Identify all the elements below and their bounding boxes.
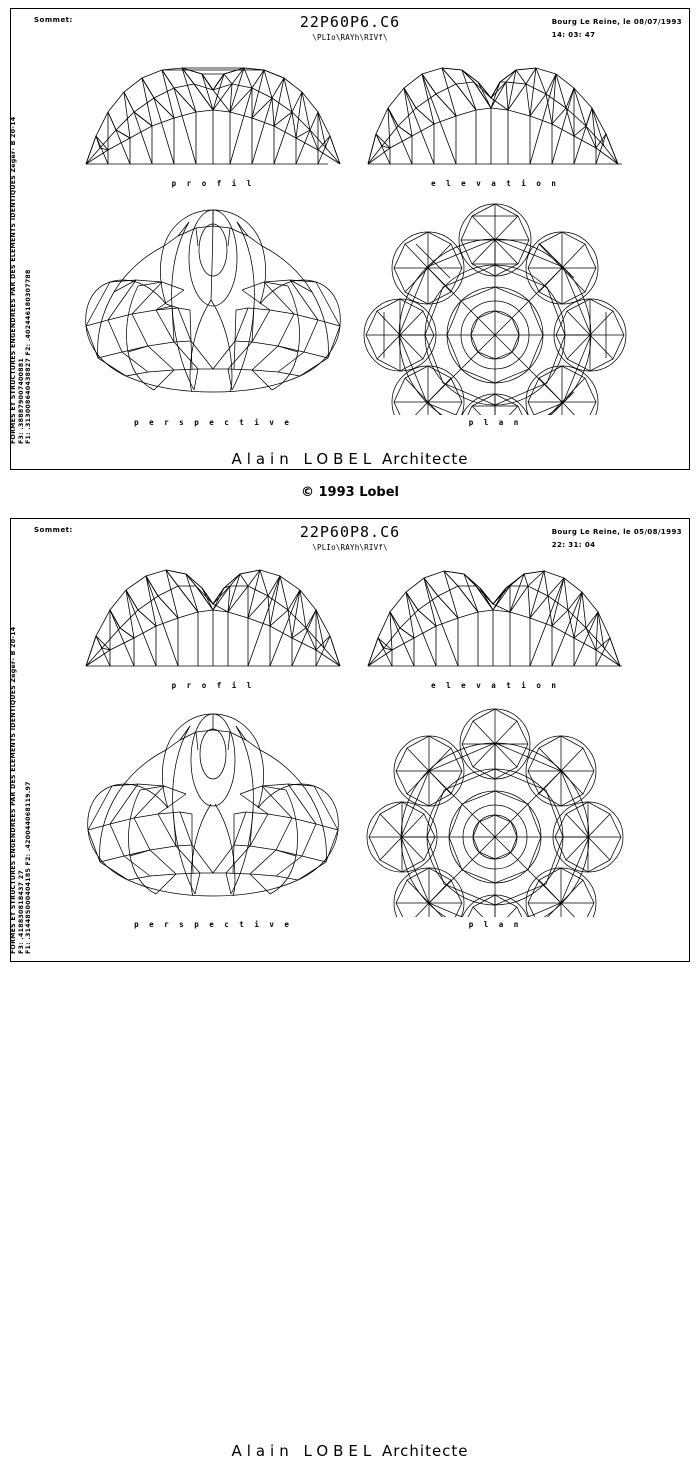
spine-line-1: FORMES ET STRUCTURES ENGENDREES PAR DES ELEMENTS IDENTIQUES Zeger- B 20-14	[10, 626, 17, 954]
spine-line-3: F1: .313008640438827 F2: .402446180307788	[25, 269, 32, 444]
view-caption-plan: p l a n	[468, 418, 522, 427]
signature-line-1	[0, 450, 700, 468]
spine-text-block	[0, 524, 32, 964]
view-plan	[360, 200, 630, 427]
view-caption-profil: p r o f i l	[171, 179, 255, 188]
file-path: \PLIo\RAYh\RIVf\	[312, 33, 388, 42]
spine-line-1: FORMES ET STRUCTURES ENGENDREES PAR DES ELEMENTS IDENTIQUES Zeger- B 20-14	[10, 116, 17, 444]
time: 14: 03: 47	[551, 31, 596, 40]
file-path: \PLIo\RAYh\RIVf\	[312, 543, 388, 552]
view-profil	[78, 548, 348, 690]
architect-name: Alain LOBEL	[231, 450, 377, 468]
copyright-notice: © 1993 Lobel	[300, 485, 400, 500]
sommet-label: Sommet:	[34, 526, 73, 534]
architect-role: Architecte	[382, 450, 469, 468]
architect-role: Architecte	[382, 1442, 469, 1460]
view-elevation	[360, 46, 630, 188]
time: 22: 31: 04	[551, 541, 596, 550]
view-caption-elevation: e l e v a t i o n	[431, 681, 559, 690]
file-id: 22P60P6.C6	[299, 13, 401, 31]
view-caption-elevation: e l e v a t i o n	[431, 179, 559, 188]
place-date: Bourg Le Reine, le 08/07/1993	[551, 18, 682, 26]
view-caption-perspective: p e r s p e c t i v e	[134, 418, 292, 427]
spine-text-block	[0, 14, 32, 454]
file-id: 22P60P8.C6	[299, 523, 401, 541]
spine-line-2: F3: .418830818437 27	[18, 870, 25, 954]
architect-name: Alain LOBEL	[231, 1442, 377, 1460]
view-profil	[78, 46, 348, 188]
place-date: Bourg Le Reine, le 05/08/1993	[551, 528, 682, 536]
view-caption-perspective: p e r s p e c t i v e	[134, 920, 292, 929]
view-perspective	[78, 200, 348, 427]
sommet-label: Sommet:	[34, 16, 73, 24]
view-elevation	[360, 548, 630, 690]
sheet-header-right	[552, 16, 682, 43]
view-caption-plan: p l a n	[468, 920, 522, 929]
view-plan	[360, 702, 630, 929]
drawing-sheet-2	[0, 510, 700, 1460]
drawing-sheet-1	[0, 0, 700, 482]
spine-line-2: F3: .388879007400881	[18, 357, 25, 444]
view-caption-profil: p r o f i l	[171, 681, 255, 690]
view-perspective	[78, 702, 348, 929]
signature-line-2	[0, 1442, 700, 1460]
spine-line-3: F1: .314485000404185 F2: .420044068119.97	[25, 781, 32, 954]
